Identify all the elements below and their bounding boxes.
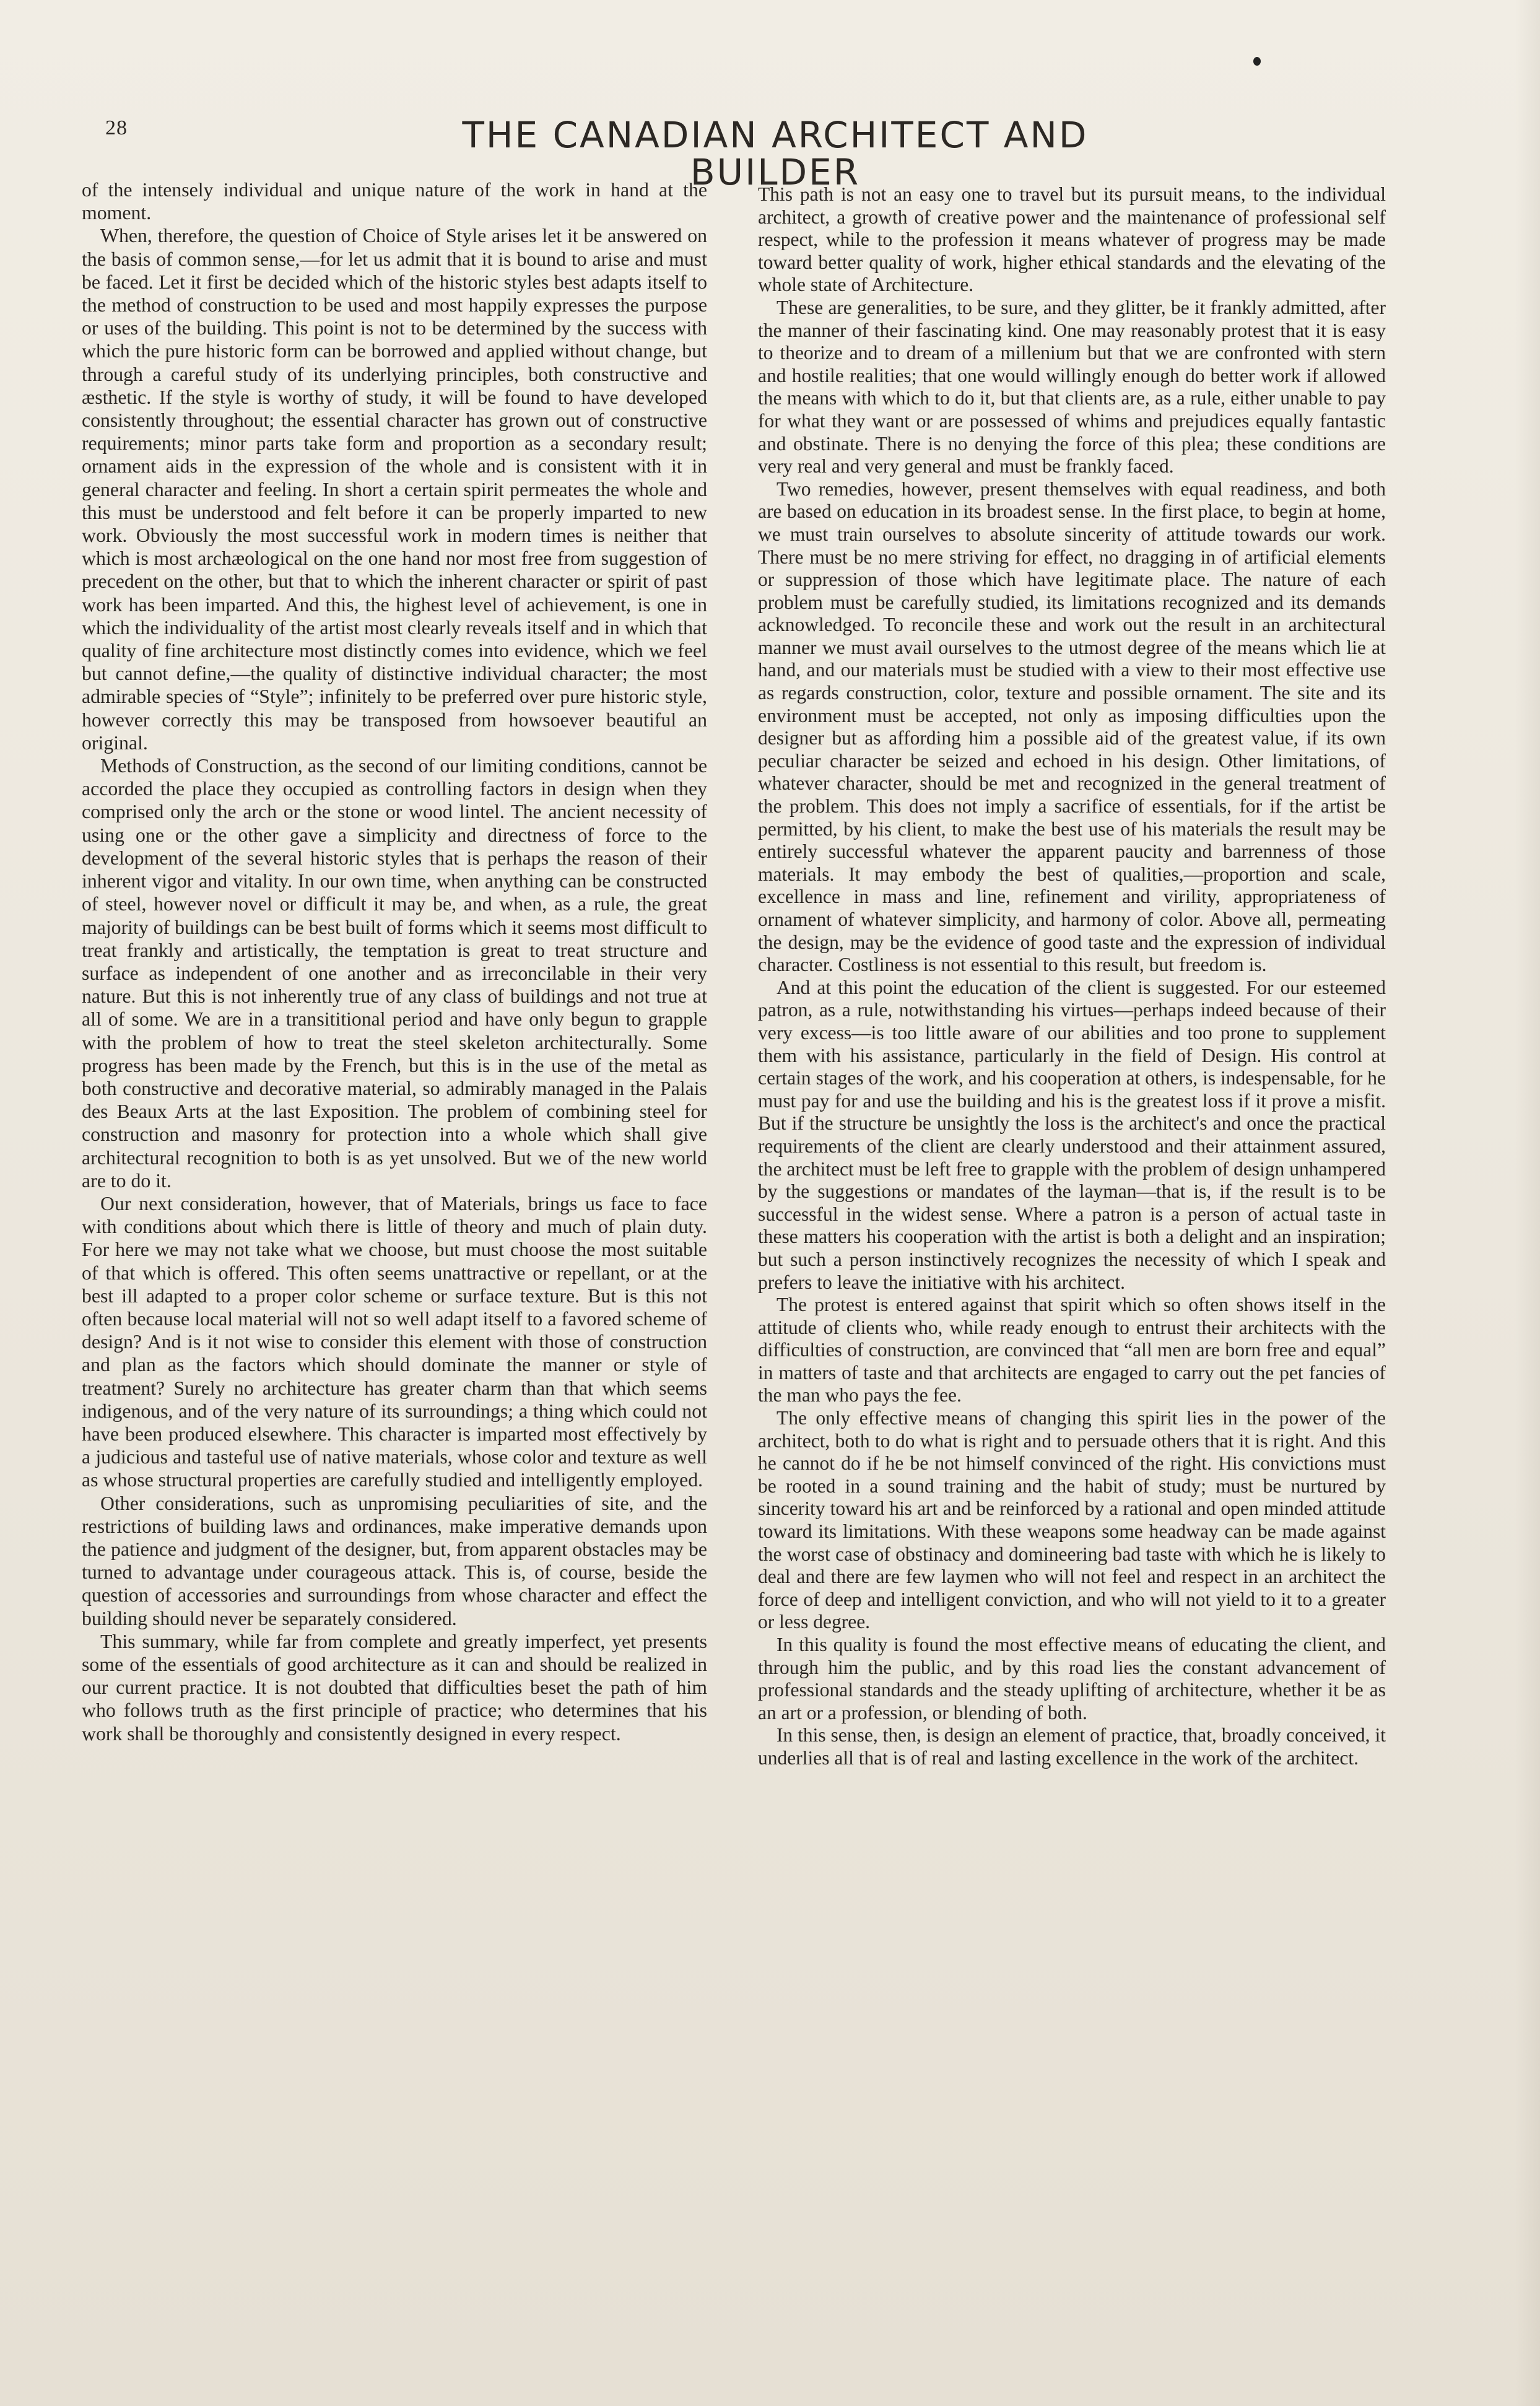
page-number: 28 — [105, 116, 128, 139]
paragraph: Other considerations, such as unpromising peculiarities of site, and the restrictions of building laws and ordinances, make imperative demands upon the patience and judgment of the designer, but, from apparent obstacles may be turned to advantage under courageous attack. This is, of course, beside the question of accessories and surroundings from whose character and effect the building should never be separately considered. — [82, 1492, 707, 1629]
paragraph: Methods of Construction, as the second of our limiting conditions, cannot be accorded the place they occupied as controlling factors in design when they comprised only the arch or the stone or wood lintel. The ancient necessity of using one or the other gave a simplicity and directness of force to the development of the several historic styles that is perhaps the reason of their inherent vigor and vitality. In our own time, when anything can be constructed of steel, however novel or difficult it may be, and when, as a rule, the great majority of buildings can be best built of forms which it seems most difficult to treat frankly and artistically, the temptation is great to treat structure and surface as independent of one another and as irreconcilable in their very nature. But this is not inherently true of any class of buildings and not true at all of some. We are in a transititional period and have only begun to grapple with the problem of how to treat the steel skeleton architecturally. Some progress has been made by the French, but this is in the use of the metal as both constructive and decorative material, so admirably managed in the Palais des Beaux Arts at the last Exposition. The problem of combining steel for construction and masonry for protection into a whole which shall give architectural recognition to both is as yet unsolved. But we of the new world are to do it. — [82, 755, 707, 1192]
ink-speck — [1253, 57, 1261, 66]
paragraph: This summary, while far from complete and greatly imperfect, yet presents some of the essentials of good architecture as it can and should be realized in our current practice. It is not doubted that difficulties beset the path of him who follows truth as the first principle of practice; who determines that his work shall be thoroughly and consistently designed in every respect. — [82, 1630, 707, 1745]
paragraph: This path is not an easy one to travel but its pursuit means, to the individual architect, a growth of creative power and the maintenance of professional self respect, while to the profession it means whatever of progress may be made toward better quality of work, higher ethical standards and the elevating of the whole state of Architecture. — [758, 183, 1386, 296]
paragraph: The protest is entered against that spirit which so often shows itself in the attitude of clients who, while ready enough to entrust their architects with the difficulties of construction, are convinced that “all men are born free and equal” in matters of taste and that architects are engaged to carry out the pet fancies of the man who pays the fee. — [758, 1294, 1386, 1406]
publication-title: THE CANADIAN ARCHITECT AND BUILDER — [462, 114, 1089, 193]
paragraph: Two remedies, however, present themselves with equal readiness, and both are based on education in its broadest sense. In the first place, to begin at home, we must train ourselves to absolute sincerity of attitude towards our work. There must be no mere striving for effect, no dragging in of artificial elements or suppression of those which have legitimate place. The nature of each problem must be carefully studied, its limitations recognized and its demands acknowledged. To reconcile these and work out the result in an architectural manner we must avail ourselves to the utmost degree of the means which lie at hand, and our materials must be studied with a view to their most effective use as regards construction, color, texture and possible ornament. The site and its environment must be accepted, not only as imposing difficulties upon the designer but as affording him a possible aid of the greatest value, if its own peculiar character be seized and echoed in his design. Other limitations, of whatever character, should be met and recognized in the general treatment of the problem. This does not imply a sacrifice of essentials, for if the artist be permitted, by his client, to make the best use of his materials the result may be entirely successful whatever the apparent paucity and barrenness of those materials. It may embody the best of qualities,—proportion and scale, excellence in mass and line, refinement and virility, appropriateness of ornament of whatever simplicity, and harmony of color. Above all, permeating the design, may be the evidence of good taste and the expression of individual character. Costliness is not essential to this result, but freedom is. — [758, 477, 1386, 976]
page-edge-shadow — [1515, 0, 1540, 2406]
paragraph: These are generalities, to be sure, and they glitter, be it frankly admitted, after the manner of their fascinating kind. One may reasonably protest that it is easy to theorize and to dream of a millenium but that we are confronted with stern and hostile realities; that one would willingly enough do better work if allowed the means with which to do it, but that clients are, as a rule, either unable to pay for what they want or are possessed of whims and prejudices equally fantastic and obstinate. There is no denying the force of this plea; these conditions are very real and very general and must be frankly faced. — [758, 296, 1386, 477]
paragraph: The only effective means of changing this spirit lies in the power of the architect, both to do what is right and to persuade others that it is right. And this he cannot do if he be not himself convinced of the right. His convictions must be rooted in a sound training and the habit of study; must be nurtured by sincerity toward his art and be reinforced by a rational and open minded attitude toward its limitations. With these weapons some headway can be made against the worst case of obstinacy and domineering bad taste with which he is likely to deal and there are few laymen who will not feel and respect in an architect the force of deep and intelligent conviction, and who will not yield to it to a greater or less degree. — [758, 1407, 1386, 1633]
paragraph: In this sense, then, is design an element of practice, that, broadly conceived, it underlies all that is of real and lasting excellence in the work of the architect. — [758, 1724, 1386, 1769]
paragraph: When, therefore, the question of Choice of Style arises let it be answered on the basis of common sense,—for let us admit that it is bound to arise and must be faced. Let it first be decided which of the historic styles best adapts itself to the method of construction to be used and most happily expresses the purpose or uses of the building. This point is not to be determined by the success with which the pure historic form can be borrowed and applied without change, but through a careful study of its underlying principles, both constructive and æsthetic. If the style is worthy of study, it will be found to have developed consistently throughout; the essential character has grown out of constructive requirements; minor parts take form and proportion as a secondary result; ornament aids in the expression of the whole and is consistent with it in general character and feeling. In short a certain spirit permeates the whole and this must be understood and felt before it can be properly imparted to new work. Obviously the most successful work in modern times is neither that which is most archæological on the one hand nor most free from suggestion of precedent on the other, but that to which the inherent character or spirit of past work has been imparted. And this, the highest level of achievement, is one in which the individuality of the artist most clearly reveals itself and in which that quality of fine architecture most distinctly comes into evidence, which we feel but cannot define,—the quality of distinctive individual character; the most admirable species of “Style”; infinitely to be preferred over pure historic style, however correctly this may be transposed from howsoever beautiful an original. — [82, 225, 707, 754]
paragraph: In this quality is found the most effective means of educating the client, and through him the public, and by this road lies the constant advancement of professional standards and the steady uplifting of architecture, whether it be as an art or a profession, or blending of both. — [758, 1634, 1386, 1724]
paragraph: of the intensely individual and unique nature of the work in hand at the moment. — [82, 179, 707, 224]
right-column — [758, 183, 1386, 1770]
left-column — [82, 178, 707, 1745]
paragraph: And at this point the education of the client is suggested. For our esteemed patron, as a rule, notwithstanding his virtues—perhaps indeed because of their very excess—is too little aware of our abilities and too prone to supplement them with his assistance, particularly in the field of Design. His control at certain stages of the work, and his cooperation at others, is indespensable, for he must pay for and use the building and his is the greatest loss if it prove a misfit. But if the structure be unsightly the loss is the architect's and once the practical requirements of the client are clearly understood and their attainment assured, the architect must be left free to grapple with the problem of design unhampered by the suggestions or mandates of the layman—that is, if the result is to be successful in the widest sense. Where a patron is a person of actual taste in these matters his cooperation with the artist is both a delight and an inspiration; but such a person instinctively recognizes the necessity of which I speak and prefers to leave the initiative with his architect. — [758, 976, 1386, 1293]
paragraph: Our next consideration, however, that of Materials, brings us face to face with conditions about which there is little of theory and much of plain duty. For here we may not take what we choose, but must choose the most suitable of that which is offered. This often seems unattractive or repellant, or at the best ill adapted to a proper color scheme or surface texture. But is this not often because local material will not so well adapt itself to a favored scheme of design? And is it not wise to consider this element with those of construction and plan as the factors which should dominate the manner or style of treatment? Surely no architecture has greater charm than that which seems indigenous, and of the very nature of its surroundings; a thing which could not have been produced elsewhere. This character is imparted most effectively by a judicious and tasteful use of native materials, whose color and texture as well as whose structural properties are carefully studied and intelligently employed. — [82, 1192, 707, 1491]
